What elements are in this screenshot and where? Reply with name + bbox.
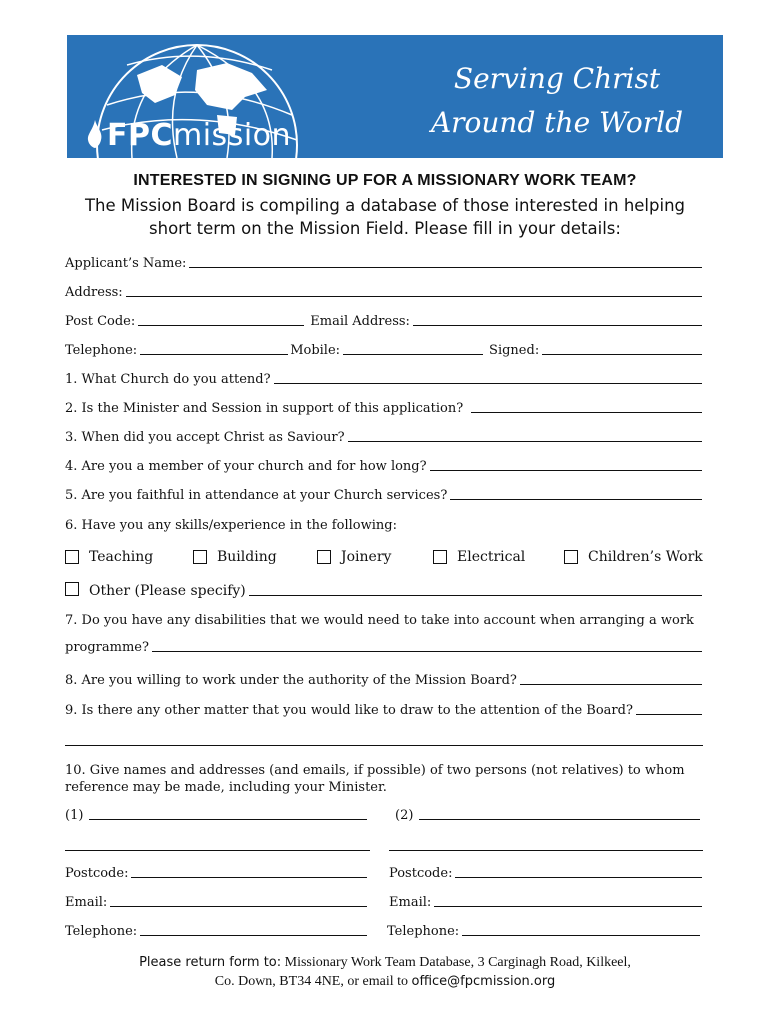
slogan-line-2: Around the World [430,106,684,139]
mobile-field[interactable] [343,353,483,355]
reference-1-name-field[interactable] [89,818,367,820]
reference-2-telephone-label: Telephone: [387,924,460,939]
reference-1-email-row [65,895,369,910]
question-5-field[interactable] [450,498,702,500]
reference-2-address-line[interactable] [389,850,703,851]
question-2-field[interactable] [471,411,702,413]
reference-2-telephone-row [387,924,702,939]
question-7-row [65,613,704,628]
reference-1-postcode-row [65,866,369,881]
question-10-label: 10. Give names and addresses (and emails, if possible) of two persons (not relatives) to whom reference may be made, including your Minister. [65,763,685,795]
question-7-field[interactable] [152,650,702,652]
return-address-1: Missionary Work Team Database, 3 Carginagh Road, Kilkeel, [281,955,631,970]
reference-2-name-field[interactable] [419,818,700,820]
skill-other-label: Other (Please specify) [89,583,246,599]
reference-2-telephone-field[interactable] [462,934,700,936]
question-1-field[interactable] [274,382,702,384]
checkbox-other[interactable] [65,582,79,596]
mobile-label: Mobile: [290,343,341,358]
question-7-continued-label: programme? [65,640,149,655]
question-1-row [65,372,704,387]
checkbox-joinery[interactable] [317,550,331,564]
address-row [65,285,704,300]
question-4-field[interactable] [430,469,702,471]
address-field[interactable] [126,295,702,297]
return-email-link[interactable]: office@fpcmission.org [411,974,556,989]
name-label: Applicant’s Name: [65,256,187,271]
skill-building-label: Building [217,549,277,565]
skill-childrens-work-label: Children’s Work [588,549,703,565]
form-heading: INTERESTED IN SIGNING UP FOR A MISSIONARY WORK TEAM? [133,172,637,189]
name-field[interactable] [189,266,702,268]
return-instructions [0,953,770,991]
question-3-field[interactable] [348,440,702,442]
reference-1-email-field[interactable] [110,905,367,907]
question-2-label: 2. Is the Minister and Session in support of this application? [65,401,464,416]
reference-1-postcode-label: Postcode: [65,866,129,881]
reference-1-address-line[interactable] [65,850,370,851]
reference-2-email-field[interactable] [434,905,702,907]
reference-1-telephone-label: Telephone: [65,924,138,939]
postcode-label: Post Code: [65,314,136,329]
question-7-continued-row [65,640,704,655]
email-field[interactable] [413,324,702,326]
question-4-row [65,459,704,474]
reference-1-telephone-field[interactable] [140,934,367,936]
return-label: Please return form to: [139,955,282,970]
skill-other-field[interactable] [249,594,702,596]
signed-field[interactable] [542,353,702,355]
header-banner [67,35,723,158]
checkbox-electrical[interactable] [433,550,447,564]
question-8-label: 8. Are you willing to work under the authority of the Mission Board? [65,673,517,688]
slogan [407,57,707,145]
name-row [65,256,704,271]
skill-teaching-label: Teaching [89,549,154,565]
skill-childrens-work[interactable] [564,549,703,565]
reference-2-email-label: Email: [389,895,432,910]
reference-1-row [65,808,369,823]
question-4-label: 4. Are you a member of your church and for how long? [65,459,427,474]
skill-electrical[interactable] [433,549,525,565]
checkbox-childrens-work[interactable] [564,550,578,564]
reference-2-row [395,808,702,823]
return-address-2: Co. Down, BT34 4NE, or email to [214,974,412,989]
reference-1-postcode-field[interactable] [131,876,367,878]
skill-electrical-label: Electrical [457,549,526,565]
logo-light: mission [173,118,292,153]
skill-teaching[interactable] [65,549,153,565]
signed-label: Signed: [489,343,540,358]
skill-joinery[interactable] [317,549,391,565]
question-5-row [65,488,704,503]
form-intro: The Mission Board is compiling a database of those interested in helping short term on the Mission Field. Please fill in your details: [84,196,686,238]
question-5-label: 5. Are you faithful in attendance at your Church services? [65,488,448,503]
question-6-label: 6. Have you any skills/experience in the following: [65,518,397,533]
reference-2-postcode-label: Postcode: [389,866,453,881]
reference-1-email-label: Email: [65,895,108,910]
skill-other-row [65,582,704,599]
question-7-label: 7. Do you have any disabilities that we would need to take into account when arranging a work [65,613,694,628]
postcode-field[interactable] [138,324,304,326]
question-9-row [65,703,704,718]
question-8-row [65,673,704,688]
checkbox-teaching[interactable] [65,550,79,564]
checkbox-building[interactable] [193,550,207,564]
question-2-row [65,401,704,416]
telephone-field[interactable] [140,353,288,355]
slogan-line-1: Serving Christ [453,62,661,95]
question-8-field[interactable] [520,683,702,685]
reference-1-telephone-row [65,924,369,939]
email-label: Email Address: [310,314,410,329]
question-6-row [65,518,704,533]
flame-icon [87,120,103,148]
phone-row [65,343,704,358]
skill-joinery-label: Joinery [341,549,392,565]
question-1-label: 1. What Church do you attend? [65,372,271,387]
postcode-email-row [65,314,704,329]
logo-bold: FPC [107,118,173,153]
reference-2-postcode-field[interactable] [455,876,702,878]
question-3-row [65,430,704,445]
question-9-label: 9. Is there any other matter that you would like to draw to the attention of the Board? [65,703,633,718]
question-9-extra-line[interactable] [65,745,703,746]
reference-2-label: (2) [395,808,414,823]
question-9-field[interactable] [636,713,702,715]
logo-text [107,118,291,153]
telephone-label: Telephone: [65,343,138,358]
question-3-label: 3. When did you accept Christ as Saviour? [65,430,345,445]
reference-2-email-row [389,895,704,910]
reference-1-label: (1) [65,808,84,823]
reference-2-postcode-row [389,866,704,881]
skill-building[interactable] [193,549,277,565]
address-label: Address: [65,285,123,300]
